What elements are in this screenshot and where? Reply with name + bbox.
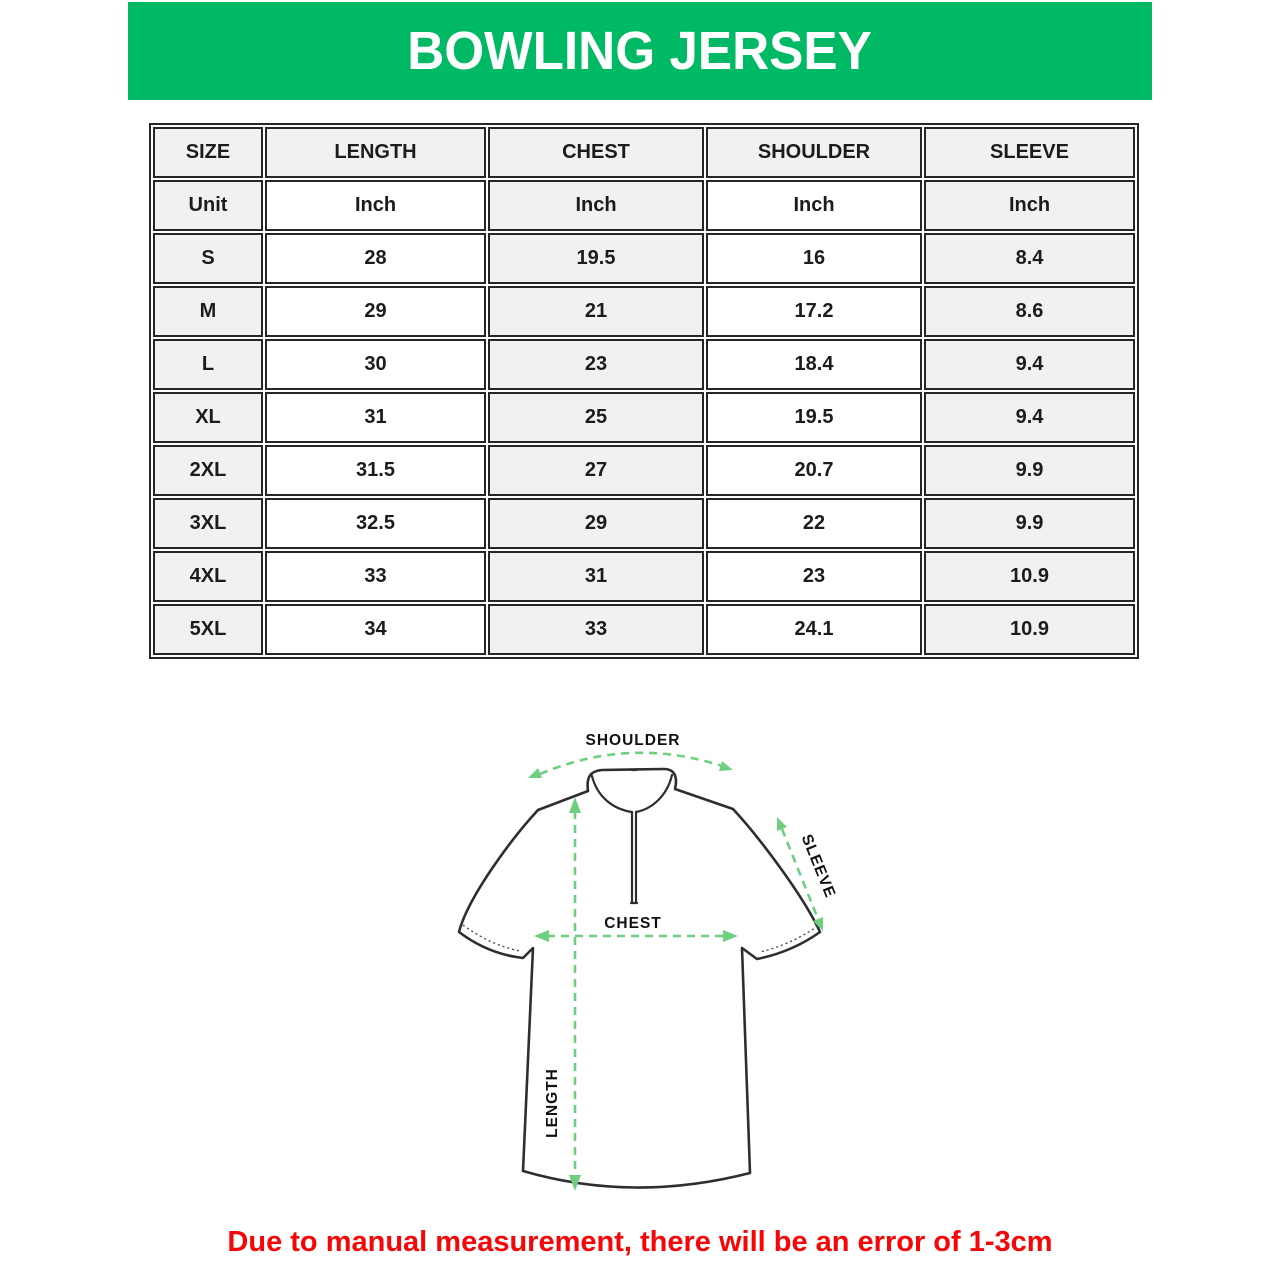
unit-label: Unit	[153, 180, 263, 231]
value-cell: 9.4	[924, 339, 1135, 390]
value-cell: 29	[265, 286, 486, 337]
value-cell: 31	[265, 392, 486, 443]
size-cell: XL	[153, 392, 263, 443]
value-cell: 32.5	[265, 498, 486, 549]
shoulder-arrowhead-right	[719, 761, 733, 771]
value-cell: 29	[488, 498, 704, 549]
value-cell: 9.9	[924, 445, 1135, 496]
column-header-shoulder: SHOULDER	[706, 127, 922, 178]
chest-label: CHEST	[604, 915, 662, 932]
size-row-s	[153, 233, 1135, 284]
value-cell: 27	[488, 445, 704, 496]
column-header-size: SIZE	[153, 127, 263, 178]
length-label: LENGTH	[544, 1068, 561, 1138]
sleeve-label: SLEEVE	[797, 831, 839, 901]
size-cell: L	[153, 339, 263, 390]
value-cell: 23	[706, 551, 922, 602]
value-cell: 21	[488, 286, 704, 337]
column-header-length: LENGTH	[265, 127, 486, 178]
size-row-3xl	[153, 498, 1135, 549]
size-cell: 3XL	[153, 498, 263, 549]
sleeve-arrowhead-top	[777, 817, 787, 831]
shoulder-arrowhead-left	[528, 768, 542, 778]
value-cell: 34	[265, 604, 486, 655]
page-title: BOWLING JERSEY	[407, 21, 873, 81]
shoulder-label: SHOULDER	[585, 732, 681, 749]
size-chart-table	[149, 123, 1139, 659]
value-cell: 28	[265, 233, 486, 284]
value-cell: 23	[488, 339, 704, 390]
header-row	[153, 127, 1135, 178]
size-row-xl	[153, 392, 1135, 443]
value-cell: 33	[265, 551, 486, 602]
measurement-note: Due to manual measurement, there will be an error of 1-3cm	[227, 1226, 1053, 1258]
value-cell: 9.4	[924, 392, 1135, 443]
value-cell: 8.4	[924, 233, 1135, 284]
value-cell: 10.9	[924, 551, 1135, 602]
value-cell: Inch	[924, 180, 1135, 231]
value-cell: 31.5	[265, 445, 486, 496]
value-cell: 8.6	[924, 286, 1135, 337]
unit-row	[153, 180, 1135, 231]
value-cell: 10.9	[924, 604, 1135, 655]
size-row-4xl	[153, 551, 1135, 602]
size-cell: S	[153, 233, 263, 284]
size-row-2xl	[153, 445, 1135, 496]
jersey-diagram	[430, 716, 850, 1216]
value-cell: Inch	[488, 180, 704, 231]
value-cell: 31	[488, 551, 704, 602]
value-cell: 19.5	[488, 233, 704, 284]
value-cell: 33	[488, 604, 704, 655]
value-cell: 20.7	[706, 445, 922, 496]
value-cell: 22	[706, 498, 922, 549]
size-cell: 5XL	[153, 604, 263, 655]
size-cell: 2XL	[153, 445, 263, 496]
size-row-l	[153, 339, 1135, 390]
column-header-sleeve: SLEEVE	[924, 127, 1135, 178]
value-cell: 30	[265, 339, 486, 390]
title-banner	[128, 2, 1152, 100]
value-cell: 18.4	[706, 339, 922, 390]
value-cell: 9.9	[924, 498, 1135, 549]
value-cell: Inch	[265, 180, 486, 231]
value-cell: 16	[706, 233, 922, 284]
size-cell: 4XL	[153, 551, 263, 602]
column-header-chest: CHEST	[488, 127, 704, 178]
value-cell: 25	[488, 392, 704, 443]
size-row-m	[153, 286, 1135, 337]
jersey-outline	[459, 769, 820, 1188]
value-cell: 17.2	[706, 286, 922, 337]
size-row-5xl	[153, 604, 1135, 655]
value-cell: 24.1	[706, 604, 922, 655]
value-cell: Inch	[706, 180, 922, 231]
size-cell: M	[153, 286, 263, 337]
value-cell: 19.5	[706, 392, 922, 443]
